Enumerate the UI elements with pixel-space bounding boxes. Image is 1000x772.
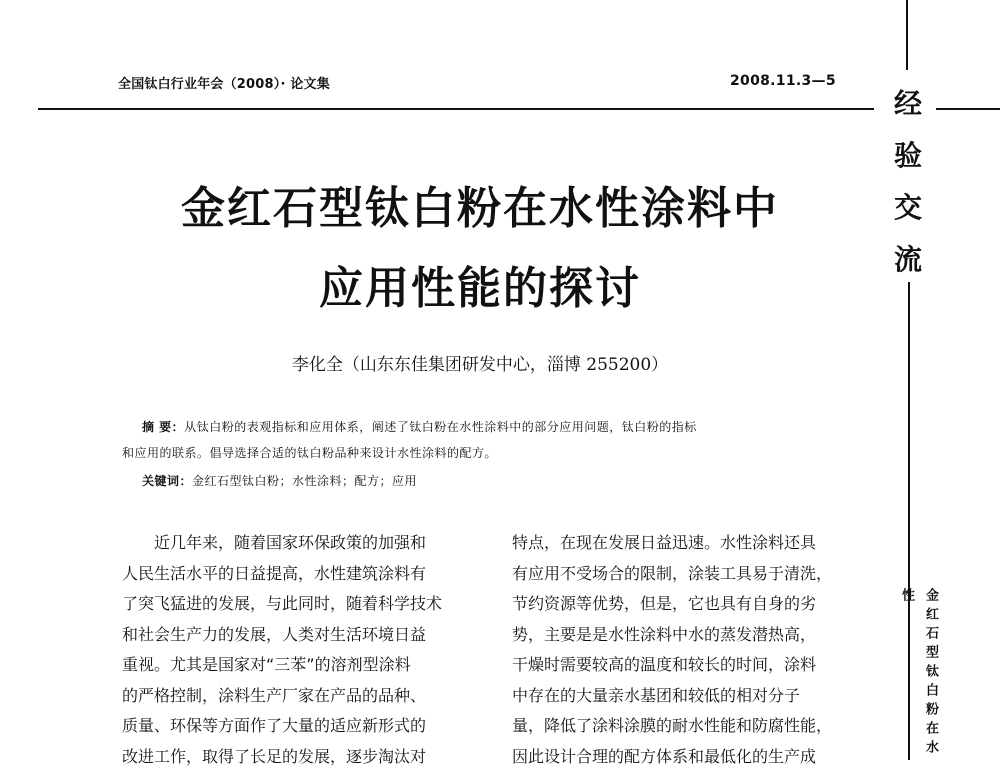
body-line: 特点，在现在发展日益迅速。水性涂料还具: [512, 528, 848, 559]
body-line: 中存在的大量亲水基团和较低的相对分子: [512, 681, 848, 712]
body-line: 和社会生产力的发展，人类对生活环境日益: [122, 620, 458, 651]
running-title-vertical: 金红石型钛白粉在水性: [918, 588, 942, 760]
abstract-label: 摘 要：: [142, 420, 184, 434]
body-line: 势，主要是是水性涂料中水的蒸发潜热高，: [512, 620, 848, 651]
body-line: 重视。尤其是国家对“三苯”的溶剂型涂料: [122, 650, 458, 681]
header-rule: [38, 108, 874, 110]
body-line: 了突飞猛进的发展，与此同时，随着科学技术: [122, 589, 458, 620]
body-right-column: [512, 528, 848, 772]
body-line: 近几年来，随着国家环保政策的加强和: [122, 528, 458, 559]
sidebar-line-bottom: [908, 282, 910, 760]
header-rule-right: [936, 108, 1000, 110]
sidebar-line-top: [906, 0, 908, 70]
abstract-text-1: 从钛白粉的表观指标和应用体系，阐述了钛白粉在水性涂料中的部分应用问题，钛白粉的指标: [184, 420, 697, 434]
conference-date: 2008.11.3—5: [730, 73, 836, 89]
body-line: 质量、环保等方面作了大量的适应新形式的: [122, 711, 458, 742]
body-line: 因此设计合理的配方体系和最低化的生产成: [512, 742, 848, 772]
keywords: [142, 472, 842, 489]
keywords-label: 关键词：: [142, 474, 192, 488]
abstract: [122, 414, 842, 466]
section-char-1: 经: [886, 82, 930, 122]
author-affiliation: 李化全（山东东佳集团研发中心，淄博 255200）: [120, 350, 840, 375]
body-line: 节约资源等优势，但是，它也具有自身的劣: [512, 589, 848, 620]
body-line: 的严格控制，涂料生产厂家在产品的品种、: [122, 681, 458, 712]
paper-title-line-2: 应用性能的探讨: [120, 252, 840, 316]
paper-title-line-1: 金红石型钛白粉在水性涂料中: [120, 172, 840, 236]
abstract-line-2: 和应用的联系。倡导选择合适的钛白粉品种来设计水性涂料的配方。: [122, 440, 842, 466]
body-line: 干燥时需要较高的温度和较长的时间，涂料: [512, 650, 848, 681]
body-line: 有应用不受场合的限制，涂装工具易于清洗，: [512, 559, 848, 590]
keywords-text: 金红石型钛白粉；水性涂料；配方；应用: [192, 474, 417, 488]
proceedings-header: 全国钛白行业年会（2008）· 论文集: [118, 73, 330, 92]
body-line: 量，降低了涂料涂膜的耐水性能和防腐性能，: [512, 711, 848, 742]
section-char-2: 验: [886, 134, 930, 174]
section-char-4: 流: [886, 238, 930, 278]
abstract-line-1: [122, 414, 842, 440]
body-left-column: [122, 528, 458, 772]
section-char-3: 交: [886, 186, 930, 226]
body-line: 改进工作，取得了长足的发展，逐步淘汰对: [122, 742, 458, 772]
body-line: 人民生活水平的日益提高，水性建筑涂料有: [122, 559, 458, 590]
